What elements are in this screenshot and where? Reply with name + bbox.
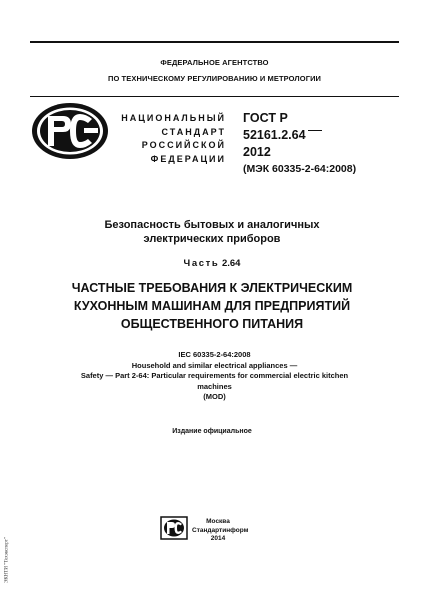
standard-line: СТАНДАРТ: [161, 126, 226, 137]
standard-line: РОССИЙСКОЙ: [141, 140, 226, 150]
main-title-line: ОБЩЕСТВЕННОГО ПИТАНИЯ: [120, 317, 304, 331]
title-line: электрических приборов: [143, 233, 281, 245]
national-standard-label: [118, 112, 226, 166]
standartinform-logo-icon: [160, 516, 188, 540]
english-title-line: Safety — Part 2-64: Particular requirements for commercial electric kitchen: [80, 371, 349, 381]
standard-line: НАЦИОНАЛЬНЫЙ: [121, 113, 226, 123]
iec-designation: IEC 60335-2-64:2008: [178, 350, 251, 359]
iec-reference: (МЭК 60335-2-64:2008): [243, 163, 357, 175]
part-word: Часть: [183, 258, 220, 269]
publisher-city: Москва: [206, 518, 230, 525]
part-label: [0, 258, 424, 269]
title-line: Безопасность бытовых и аналогичных: [104, 219, 320, 231]
main-title-line: ЧАСТНЫЕ ТРЕБОВАНИЯ К ЭЛЕКТРИЧЕСКИМ: [71, 281, 353, 295]
main-title: [20, 279, 404, 333]
document-title: [0, 218, 424, 246]
english-title-line: machines: [197, 381, 232, 391]
standard-designation: [243, 110, 413, 178]
modification-mark: (MOD): [203, 392, 226, 402]
edition-label: Издание официальное: [172, 428, 252, 435]
agency-name: ФЕДЕРАЛЬНОЕ АГЕНТСТВО: [160, 58, 269, 67]
top-rule: [30, 41, 399, 43]
side-stamp: [2, 522, 12, 598]
gost-prefix: ГОСТ Р: [243, 111, 288, 125]
main-title-line: КУХОННЫМ МАШИНАМ ДЛЯ ПРЕДПРИЯТИЙ: [73, 299, 351, 313]
gost-number-row: [243, 127, 413, 144]
english-title-line: Household and similar electrical appliances —: [131, 360, 298, 370]
stamp-text: ЭКНТИ "Техэксперт": [4, 537, 10, 583]
gost-year: 2012: [243, 145, 271, 159]
standard-line: ФЕДЕРАЦИИ: [150, 153, 226, 164]
number-dash: [308, 130, 322, 132]
gost-number: 52161.2.64: [243, 128, 306, 142]
header-rule: [30, 96, 399, 97]
english-title: [30, 350, 399, 403]
gost-r-logo-icon: [30, 101, 110, 161]
publisher-info: [192, 518, 249, 544]
publication-year: 2014: [210, 535, 226, 543]
part-number: 2.64: [221, 258, 241, 269]
publisher-name: Стандартинформ: [192, 526, 249, 534]
agency-subtitle: ПО ТЕХНИЧЕСКОМУ РЕГУЛИРОВАНИЮ И МЕТРОЛОГИИ: [107, 74, 322, 83]
